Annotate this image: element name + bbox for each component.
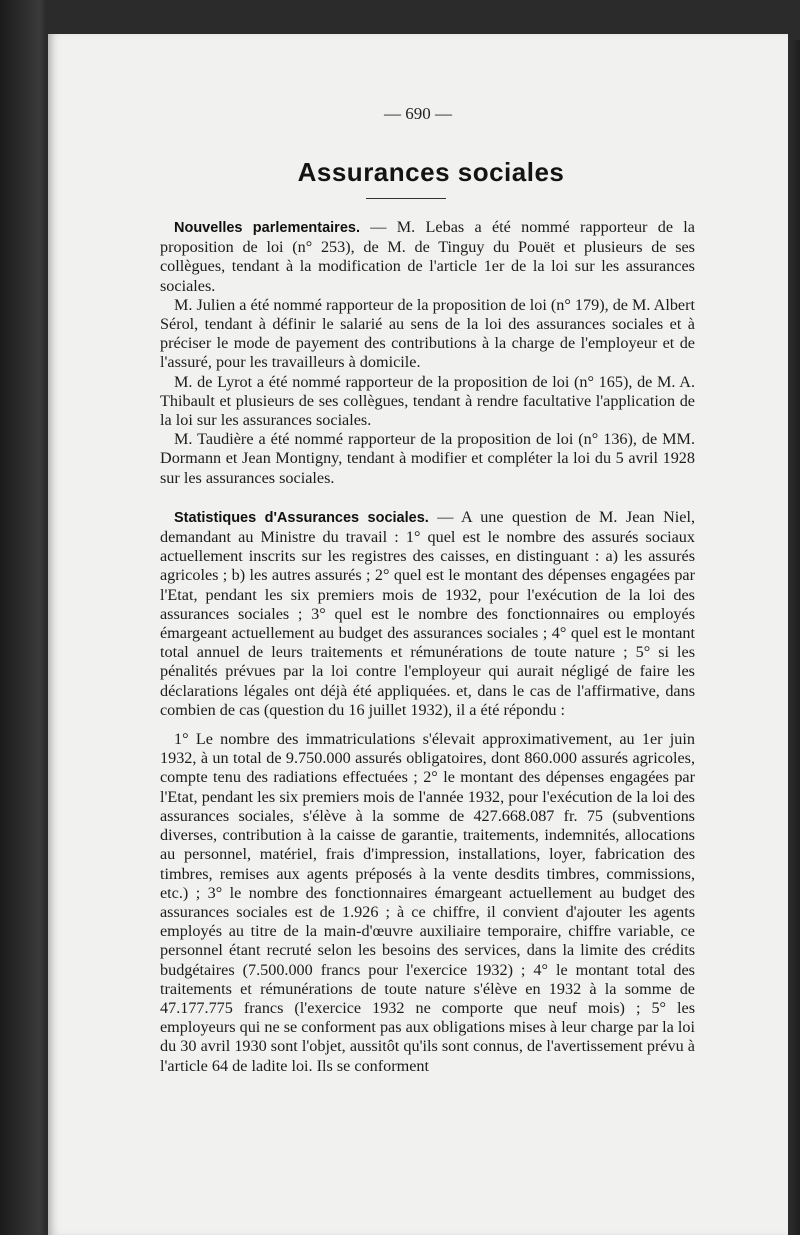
section-gap [160, 488, 695, 508]
paragraph: Statistiques d'Assurances sociales. — A une question de M. Jean Niel, demandant au Ministre du travail : 1° quel est le nombre des assurés sociaux actuellement inscrits sur les registres des caisses, en distinguant : a) les assurés agricoles ; b) les autres assurés ; 2° quel est le montant des dépenses engagées par l'Etat, pendant les six premiers mois de 1932, pour l'exécution de la loi des assurances sociales ; 3° quel est le nombre des fonctionnaires ou employés émargeant actuellement au budget des assurances sociales ; 4° quel est le montant total annuel de leurs traitements et rémunérations de toute nature ; 5° si les pénalités prévues par la loi contre l'employeur qui aurait négligé de faire les déclarations légales ont déjà été appliquées. et, dans le cas de l'affirmative, dans combien de cas (question du 16 juillet 1932), il a été répondu : [160, 507, 696, 719]
document-page [48, 34, 788, 1235]
page-title: Assurances sociales [297, 157, 565, 187]
paragraph: Nouvelles parlementaires. — M. Lebas a été nommé rapporteur de la proposition de loi (n° 253), de M. de Tinguy du Pouët et plusieurs de ses collègues, tendant à la modification de l'article 1er de la loi sur les assurances sociales. [160, 218, 695, 295]
section-heading: Statistiques d'Assurances sociales. [174, 509, 429, 526]
title-underline [366, 198, 446, 199]
paragraph: 1° Le nombre des immatriculations s'élevait approximativement, au 1er juin 1932, à un total de 9.750.000 assurés obligatoires, dont 860.000 assurés agricoles, compte tenu des radiations effectuées ; 2° le montant des dépenses engagées par l'Etat, pendant les six premiers mois de l'année 1932, pour l'exécution de la loi des assurances sociales, s'élève à la somme de 427.668.087 fr. 75 (subventions diverses, contribution à la caisse de garantie, traitements, indemnités, allocations au personnel, matériel, frais d'impression, installations, loyer, fabrication des timbres, remises aux agents préposés à la vente desdits timbres, commissions, etc.) ; 3° le nombre des fonctionnaires émargeant actuellement au budget des assurances sociales est de 1.926 ; à ce chiffre, il convient d'ajouter les agents employés au titre de la main-d'œuvre auxiliaire temporaire, chiffre variable, ce personnel étant recruté selon les besoins des services, dans la limite des crédits budgétaires (7.500.000 francs pour l'exercice 1932) ; 4° le montant total des traitements et rémunérations de toute nature s'élève en 1932 à la somme de 47.177.775 francs (l'exercice 1932 ne comporte que neuf mois) ; 5° les employeurs qui ne se conforment pas aux obligations mises à leur charge par la loi du 30 avril 1930 sont l'objet, aussitôt qu'ils sont connus, de l'avertissement prévu à l'article 64 de ladite loi. Ils se conforment [160, 730, 695, 1075]
page-number: — 690 — [384, 104, 452, 123]
paragraph: M. Taudière a été nommé rapporteur de la proposition de loi (n° 136), de MM. Dormann et Jean Montigny, tendant à modifier et compléter la loi du 5 avril 1928 sur les assurances sociales. [160, 430, 695, 487]
paragraph: M. de Lyrot a été nommé rapporteur de la proposition de loi (n° 165), de M. A. Thibault et plusieurs de ses collègues, tendant à rendre facultative l'application de la loi sur les assurances sociales. [160, 372, 695, 430]
paragraph-gap [160, 720, 695, 730]
section-heading: Nouvelles parlementaires. [174, 220, 360, 236]
body-text [160, 218, 695, 1076]
paragraph: M. Julien a été nommé rapporteur de la proposition de loi (n° 179), de M. Albert Sérol, tendant à définir le salarié au sens de la loi des assurances sociales et à préciser le mode de payement des contributions à la charge de l'employeur et de l'assuré, pour les travailleurs à domicile. [160, 295, 695, 372]
